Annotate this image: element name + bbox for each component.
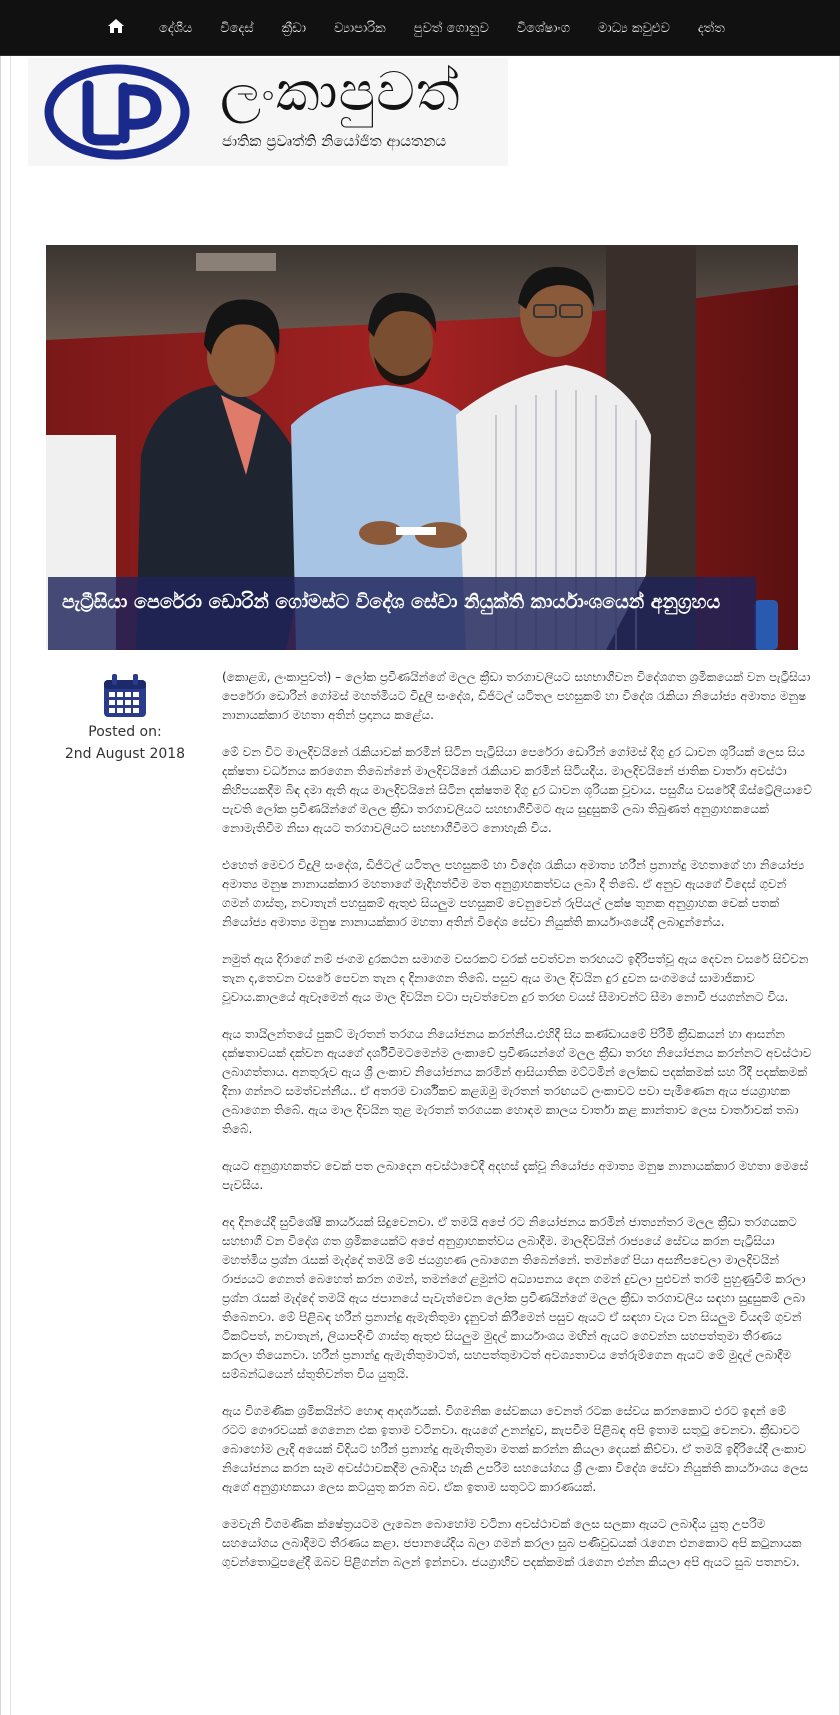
nav-features[interactable]: විශේෂාංග bbox=[516, 20, 570, 36]
article-paragraph: මේ වන විට මාලදිවයිනේ රැකියාවක් කරමින් සිටින පැට්‍රීසියා පෙරේරා ඩොරින් ගෝමස් දිගු දුර ධාවන ශූරියක් ලෙස සිය දක්ෂතා වර්ධනය කරගෙන තිබෙන්නේ මාලදිවයිනේ රැකියාව කරමින් සිටියදීය. මාලදිවයිනේ ජාතික වාර්තා අවස්ථා කිහිපයකදීම බිඳ දමා ඇති ඇය මාලදිවයිනේ සිටින දක්ෂතම දිගු දුර ධාවන ශූරියක වූවාය. පසුගිය වසරේදී ඕස්ට්‍රේලියාවේ පැවති ලෝක ප්‍රවීණයින්ගේ මලල ක්‍රීඩා තරගාවලියට සහභාගීවීමට ඇය සුදුසුකම් ලබා තිබුණත් අනුග්‍රාහකයෙක් නොමැතිවීම නිසා ඇයට තරගාවලියට සහභාගීවීමට නොහැකි විය. bbox=[222, 745, 812, 835]
nav-business[interactable]: ව්‍යාපාරික bbox=[334, 20, 386, 36]
top-navigation bbox=[0, 0, 840, 56]
lp-logo-icon bbox=[44, 62, 190, 162]
calendar-icon bbox=[101, 672, 149, 720]
frame-border-left-inner bbox=[10, 56, 11, 1715]
hero-caption-overlay bbox=[48, 577, 756, 650]
article-title: පැට්‍රීසියා පෙරේරා ඩොරින් ගෝමස්ට විදේශ සේවා නියුක්ති කාර්යාංශයෙන් අනුග්‍රහය bbox=[62, 591, 721, 613]
article-paragraph: ඇය තායිලන්තයේ පුකට් මැරතන් තරගය නියෝජනය කරන්නීය.එහිදී සිය කණ්ඩායමේ පිරිමි ක්‍රීඩකයන් හා ආසන්න දක්ෂතාවයක් දක්වන ඇයගේ දර්ශිවීමටමෙන්ම ලංකාවේ ප්‍රවීණයන්ගේ මලල ක්‍රීඩා තරඟ නියෝජනය කරන්නට අවස්ථාව ලබාගත්තාය. අනතුරුව ඇය ශ්‍රී ලංකාව නියෝජනය කරමින් ආසියාතික මට්ටමින් ලෝකඩ පදක්කමක් සහ රිදී පදක්කමක් දිනා ගන්නට සමත්වන්නීය.. ඒ අතරම වාර්ශිකව කළඹමු මැරතන් තරඟයට ලංකාවට පවා පැමිණෙන ඇය ජයග්‍රාහක ලබාගෙන තිබේ. ඇය මාල දිවයින තුළ මැරතන් තරගයක හොඳම කාලය වාර්තා කළ කාන්තාව ලෙස වාර්තාවක් තබා තිබේ. bbox=[222, 1027, 812, 1136]
article-paragraph: (කොළඹ, ලංකාපුවත්) – ලෝක ප්‍රවීණයින්ගේ මලල ක්‍රීඩා තරගාවලියට සහභාගීවන විදේශගත ශ්‍රමිකයෙක් වන පැට්‍රීසියා පෙරේරා ඩොරින් ගෝමස් මහත්මියට විදුලි සංදේශ, ඩිජිටල් යටිතල පහසුකම් හා විදේශ රැකියා නියෝජ්‍ය අමාත්‍ය මනුෂ නානායක්කාර මහතා අතින් ප්‍රදානය කළේය. bbox=[222, 670, 811, 722]
post-meta bbox=[60, 672, 190, 762]
nav-local[interactable]: දේශීය bbox=[159, 20, 193, 36]
article-body bbox=[222, 668, 812, 1590]
posted-date: 2nd August 2018 bbox=[64, 746, 186, 762]
nav-news-archive[interactable]: පුවත් ගොනුව bbox=[413, 20, 489, 36]
article-paragraph: නමුත් ඇය දිරාගේ නම් ජංගම දුරකථන සමාගම වසරකට වරක් පවත්වන තරඟයට ඉදිරිපත්වූ ඇය දෙවන වසරේ සිව්වන තැන ද,තෙවන වසරේ පෙවන තැන ද දිනාගෙන තිබේ. පසුව ඇය මාල දිවයින දුර දුවන සංගමයේ සාමාජිකාව වූවාය.කාලයේ ඇවෑමෙන් ඇය මාල දිවයින වටා පැවත්වෙන දුර තරඟ වයස් සීමාවන්ට සීමා නොවී ජයගන්නට විය. bbox=[222, 952, 809, 1004]
posted-on-label: Posted on: bbox=[88, 724, 162, 740]
nav-menu bbox=[0, 0, 840, 56]
nav-data[interactable]: දත්ත bbox=[697, 20, 725, 36]
nav-foreign[interactable]: විදෙස් bbox=[220, 20, 254, 36]
site-title: ලංකාපුවත් bbox=[220, 60, 461, 123]
frame-border-left bbox=[0, 56, 1, 1715]
nav-media-window[interactable]: මාධ්‍ය කවුළුව bbox=[598, 20, 670, 36]
nav-sports[interactable]: ක්‍රීඩා bbox=[281, 20, 307, 36]
nav-home[interactable] bbox=[107, 18, 131, 38]
article-paragraph: අද දිනයේදී සුවිශේෂී කාර්යයක් සිදුවෙනවා. ඒ තමයි අපේ රට නියෝජනය කරමින් ජාත්‍යන්තර මලල ක්‍රීඩා තරගයකට සහභාගී වන විදේශ ගත ශ්‍රමිකයෙක්ට අපේ අනුග්‍රාහකත්වය ලබාදීම. මාලදිවයින් රාජ්‍යයේ සේවය කරන පැට්‍රීසියා මහත්මිය ප්‍රශ්න රැසක් මැද්දේ තමයි මේ ජයග්‍රහණ ලබාගෙන තිබෙන්නේ. තමන්ගේ පියා අසනීපවෙලා මාලදිවයින් රාජ්‍යයට ගෙනත් බෙහෙත් කරන ගමන්, තමන්ගේ ළමුන්ට අධ්‍යාපනය දෙන ගමන් දුවලා පුළුවන් තරම් පුහුණුවීම් කරලා ප්‍රශ්න රැසක් මැද්දේ තමයි ඇය ජපානයේ පැවැත්වෙන ලෝක ප්‍රවීණයින්ගේ මලල ක්‍රීඩා තරගාවලිය සඳහා සුදුසුකම් ලබා තිබෙනවා. මේ පිළිබඳ හරීන් ප්‍රනාන්දු ඇමැතිතුමා දැනුවත් කිරීමෙන් පසුව ඇයට ඒ සඳහා වැය වන සියලුම වියදම් ගුවන් ටිකට්පත්, නවාතැන්, ලියාපදිංචි ගාස්තු ඇතුළු සියලුම මුදල් කාර්යාංශය මඟින් ඇයට ගෙවන්න සහපත්තුමා තීරණය කරලා තියෙනවා. හරීන් ප්‍රනාන්දු ඇමැතිතුමාටත්, සහපත්තුමාටත් අවශ්‍යතාවය තේරුම්ගෙන ඇයට මේ මුදල් ලබාදීම සම්බන්ධයෙන් ස්තුතිවන්ත විය යුතුයි. bbox=[222, 1215, 806, 1381]
home-icon bbox=[107, 18, 125, 34]
site-subtitle: ජාතික ප්‍රවෘත්ති නියෝජිත ආයතනය bbox=[222, 132, 447, 150]
article-paragraph: මෙවැනි විගමණික ක්ෂේත්‍රයටම ලැබෙන බොහෝම වටිනා අවස්ථාවක් ලෙස සලකා ඇයට ලබාදිය යුතු උපරිම සහයෝගය ලබාදීමට තීරණය කළා. ජපානයේදිය බලා ගමන් කරලා සුබ පණිවුඩයක් රැගෙන එනකොට අපි කටුනායක ගුවන්තොටුපළේදී ඔබව පිළිගන්න බලන් ඉන්නවා. ජයග්‍රාහීව පදක්කමක් රැගෙන එන්න කියලා අපි ඇයට සුබ පතනවා. bbox=[222, 1517, 802, 1569]
site-logo[interactable] bbox=[28, 58, 508, 166]
article-paragraph: එහෙත් මෙවර විදුලි සංදේශ, ඩිජිටල් යටිතල පහසුකම් හා විදේශ රැකියා අමාත්‍ය හරීන් ප්‍රනාන්දු මහතාගේ හා නියෝජ්‍ය අමාත්‍ය මනුෂ නානායක්කාර මහතාගේ මැදිහත්වීම මත අනුග්‍රාහකත්වය ලබා දී තිබේ. ඒ අනුව ඇයගේ විදෙස් ගුවන් ගමන් ගාස්තු, නවාතැන් පහසුකම් ඇතුළු සියලුම පහසුකම් වෙනුවෙන් රුපියල් ලක්ෂ තුනක අනුග්‍රාහක චෙක් පතක් නියෝජ්‍ය අමාත්‍ය මනුෂ නානායක්කාර මහතා අතින් විදේශ සේවා නියුක්ති කාර්යාංශයේදී ලබාදුන්නේය. bbox=[222, 858, 805, 929]
article-paragraph: ඇය විගමණික ශ්‍රමිකයින්ට හොඳ ආදර්ශයක්. විගමනික සේවකයා වෙනත් රටක සේවය කරනකොට එරට ඉඳන් මේ රටට ගෞරවයක් ගෙනෙන එක ඉතාම වටිනවා. ඇයගේ උනන්දුව, කැපවීම පිළිබඳ අපි ඉතාම සතුටු වෙනවා. ක්‍රීඩාවට බොහෝම ලැදි අයෙක් විදියට හරීන් ප්‍රනාන්දු ඇමැතිතුමා මතක් කරන්න කියලා දෙයක් කිව්වා. ඒ තමයි ඉදිරියේදී ලංකාව නියෝජනය කරන සෑම අවස්ථාවකදීම ලබාදිය හැකි උපරිම සහයෝගය ශ්‍රී ලංකා විදේශ සේවා නියුක්ති කාර්යාංශය ලෙස ඇගේ අනුග්‍රාහකයා ලෙස කටයුතු කරන බව. ඒක ඉතාම සතුටට කාරණයක්. bbox=[222, 1404, 809, 1494]
article-paragraph: ඇයට අනුග්‍රාහකත්ව චෙක් පත ලබාදෙන අවස්ථාවේදී අදහස් දැක්වූ නියෝජ්‍ය අමාත්‍ය මනුෂ නානායක්කාර මහතා මෙසේ පැවසීය. bbox=[222, 1159, 808, 1192]
